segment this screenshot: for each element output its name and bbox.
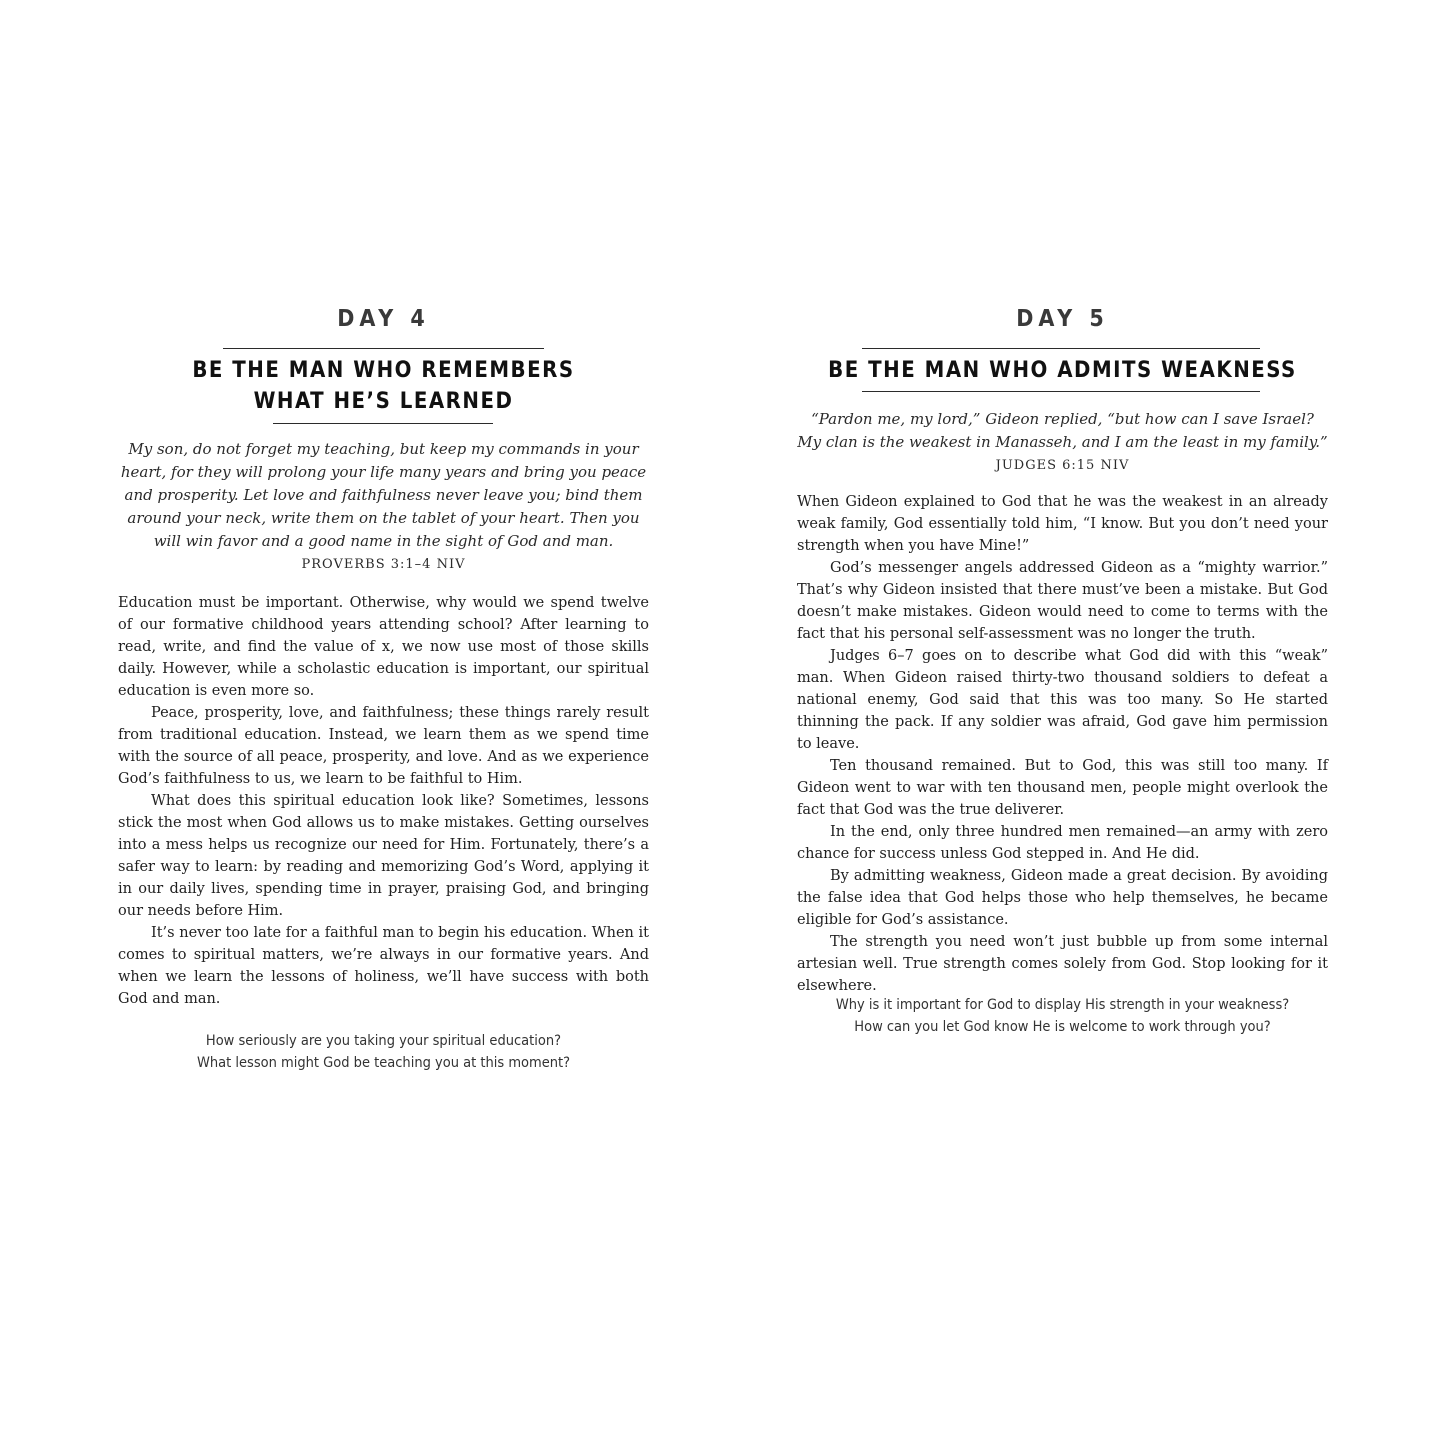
question-line: How seriously are you taking your spiritual education? [205,1033,562,1049]
body-paragraph: Education must be important. Otherwise, why would we spend twelve of our formative childhood years attending school? After learning to read, write, and find the value of x, we now use most of those skills daily. However, while a scholastic education is important, our spiritual education is even more so. [118,595,649,699]
scripture-line: My son, do not forget my teaching, but keep my commands in your [128,440,639,458]
title-line: BE THE MAN WHO ADMITS WEAKNESS [828,358,1297,383]
devotion-body [797,491,1328,997]
body-paragraph: Judges 6–7 goes on to describe what God did with this “weak” man. When Gideon raised thirty-two thousand soldiers to defeat a national enemy, God said that this was too many. So He started thinning the pack. If any soldier was afraid, God gave him permission to leave. [797,648,1328,752]
devotion-title [118,355,649,417]
title-rule-top [862,348,1260,349]
scripture-quote [118,438,649,553]
scripture-line: around your neck, write them on the tablet of your heart. Then you [127,509,640,527]
scripture-line: heart, for they will prolong your life many years and bring you peace [120,463,647,481]
reflection-questions [797,994,1328,1038]
question-line: What lesson might God be teaching you at this moment? [196,1055,571,1071]
body-paragraph: When Gideon explained to God that he was the weakest in an already weak family, God essentially told him, “I know. But you don’t need your strength when you have Mine!” [797,494,1328,554]
left-page [118,0,649,1445]
body-paragraph: What does this spiritual education look like? Sometimes, lessons stick the most when God allows us to make mistakes. Getting ourselves into a mess helps us recognize our need for Him. Fortunately, there’s a safer way to learn: by reading and memorizing God’s Word, applying it in our daily lives, spending time in prayer, praising God, and bringing our needs before Him. [118,793,649,919]
scripture-line: My clan is the weakest in Manasseh, and I am the least in my family.” [797,433,1328,451]
scripture-reference: JUDGES 6:15 NIV [995,458,1130,473]
right-page [797,0,1328,1445]
title-rule-bottom [273,423,493,424]
scripture-line: will win favor and a good name in the sight of God and man. [153,532,614,550]
reflection-questions [118,1030,649,1074]
title-rule-top [223,348,544,349]
body-paragraph: God’s messenger angels addressed Gideon as a “mighty warrior.” That’s why Gideon insisted that there must’ve been a mistake. But God doesn’t make mistakes. Gideon would need to come to terms with the fact that his personal self-assessment was no longer the truth. [797,560,1328,642]
scripture-line: “Pardon me, my lord,” Gideon replied, “but how can I save Israel? [811,410,1314,428]
day-label: DAY 5 [1016,306,1109,332]
devotion-title [797,355,1328,386]
title-rule-bottom [862,391,1260,392]
question-line: Why is it important for God to display His strength in your weakness? [835,997,1290,1013]
body-paragraph: The strength you need won’t just bubble up from some internal artesian well. True strength comes solely from God. Stop looking for it elsewhere. [797,934,1328,994]
scripture-reference: PROVERBS 3:1–4 NIV [301,557,466,572]
question-line: How can you let God know He is welcome to work through you? [854,1019,1271,1035]
title-line: WHAT HE’S LEARNED [253,389,514,414]
title-line: BE THE MAN WHO REMEMBERS [192,358,575,383]
scripture-quote [797,408,1328,454]
body-paragraph: By admitting weakness, Gideon made a great decision. By avoiding the false idea that God helps those who help themselves, he became eligible for God’s assistance. [797,868,1328,928]
scripture-line: and prosperity. Let love and faithfulness never leave you; bind them [124,486,643,504]
day-label: DAY 4 [337,306,430,332]
body-paragraph: In the end, only three hundred men remained—an army with zero chance for success unless God stepped in. And He did. [797,824,1328,862]
devotion-body [118,592,649,1010]
body-paragraph: Ten thousand remained. But to God, this was still too many. If Gideon went to war with ten thousand men, people might overlook the fact that God was the true deliverer. [797,758,1328,818]
body-paragraph: It’s never too late for a faithful man to begin his education. When it comes to spiritual matters, we’re always in our formative years. And when we learn the lessons of holiness, we’ll have success with both God and man. [118,925,649,1007]
body-paragraph: Peace, prosperity, love, and faithfulness; these things rarely result from traditional education. Instead, we learn them as we spend time with the source of all peace, prosperity, and love. And as we experience God’s faithfulness to us, we learn to be faithful to Him. [118,705,649,787]
